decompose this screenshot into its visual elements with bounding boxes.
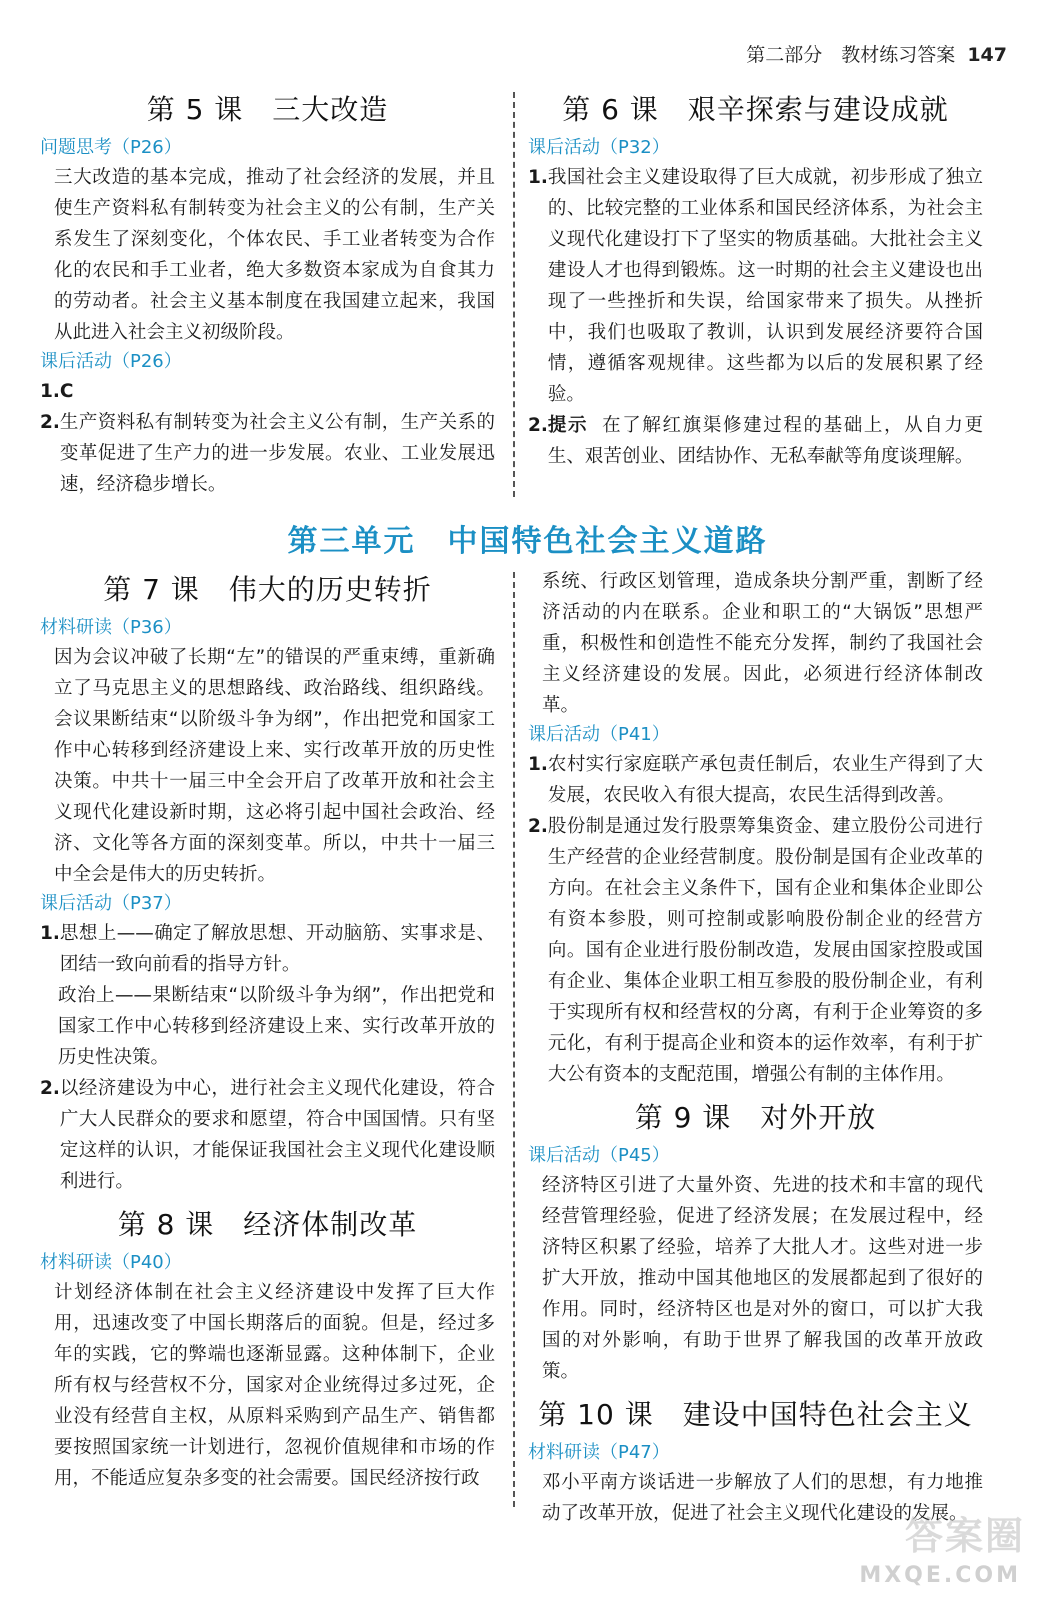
answer-text-continued: 系统、行政区划管理，造成条块分割严重，割断了经济活动的内在联系。企业和职工的“大锅饭”思想严重，积极性和创造性不能充分发挥，制约了我国社会主义经济建设的发展。因此，必须进行经济体制改革。 (542, 571, 983, 716)
answer-item (528, 749, 983, 811)
answer-item (40, 1073, 495, 1197)
answer-item (528, 410, 983, 472)
answer-text: 三大改造的基本完成，推动了社会经济的发展，并且使生产资料私有制转变为社会主义的公有制，生产关系发生了深刻变化，个体农民、手工业者转变为合作化的农民和手工业者，绝大多数资本家成为自食其力的劳动者。社会主义基本制度在我国建立起来，我国从此进入社会主义初级阶段。 (54, 167, 495, 343)
item-number: 1. (528, 754, 548, 775)
hint-label: 提示 (547, 415, 589, 436)
lesson-6-title: 第 6 课 艰辛探索与建设成就 (562, 93, 949, 126)
watermark-url: MXQE.COM (859, 1563, 1021, 1588)
right-column (528, 566, 983, 1529)
answer-item (40, 918, 495, 980)
section-heading: 课后活动（P41） (528, 724, 670, 745)
answer-text: 邓小平南方谈话进一步解放了人们的思想，有力地推动了改革开放，促进了社会主义现代化建设的发展。 (542, 1472, 983, 1524)
lesson-7-title: 第 7 课 伟大的历史转折 (103, 573, 432, 606)
item-text: C (59, 381, 74, 402)
column-divider-top (513, 92, 515, 497)
item-text: 农村实行家庭联产承包责任制后，农业生产得到了大发展，农民收入有很大提高，农民生活得到改善。 (547, 754, 983, 806)
item-number: 2. (40, 412, 60, 433)
answer-subitem: 政治上——果断结束“以阶级斗争为纲”，作出把党和国家工作中心转移到经济建设上来、实行改革开放的历史性决策。 (58, 985, 495, 1068)
answer-item (528, 811, 983, 1090)
item-number: 1. (40, 381, 60, 402)
item-text: 股份制是通过发行股票筹集资金、建立股份公司进行生产经营的企业经营制度。股份制是国有企业改革的方向。在社会主义条件下，国有企业和集体企业即公有资本参股，则可控制或影响股份制企业的经营方向。国有企业进行股份制改造，发展由国家控股或国有企业、集体企业职工相互参股的股份制企业，有利于实现所有权和经营权的分离，有利于企业筹资的多元化，有利于提高企业和资本的运作效率，有利于扩大公有资本的支配范围，增强公有制的主体作用。 (547, 816, 983, 1085)
item-text: 思想上——确定了解放思想、开动脑筋、实事求是、团结一致向前看的指导方针。 (59, 923, 495, 975)
answer-item (40, 407, 495, 500)
item-text: 生产资料私有制转变为社会主义公有制，生产关系的变革促进了生产力的进一步发展。农业、工业发展迅速，经济稳步增长。 (59, 412, 495, 495)
running-header (746, 40, 1007, 67)
lesson-6 (528, 86, 983, 472)
lesson-8-title: 第 8 课 经济体制改革 (117, 1208, 418, 1241)
item-text (548, 410, 983, 472)
answer-text: 经济特区引进了大量外资、先进的技术和丰富的现代经营管理经验，促进了经济发展；在发展过程中，经济特区积累了经验，培养了大批人才。这些对进一步扩大开放，推动中国其他地区的发展都起到了很好的作用。同时，经济特区也是对外的窗口，可以扩大我国的对外影响，有助于世界了解我国的改革开放政策。 (542, 1175, 983, 1382)
answer-item (528, 162, 983, 410)
section-heading: 材料研读（P40） (40, 1252, 182, 1273)
lesson-5 (40, 86, 495, 500)
item-number: 2. (528, 816, 548, 837)
item-text: 我国社会主义建设取得了巨大成就，初步形成了独立的、比较完整的工业体系和国民经济体系，为社会主义现代化建设打下了坚实的物质基础。大批社会主义建设人才也得到锻炼。这一时期的社会主义建设也出现了一些挫折和失误，给国家带来了损失。从挫折中，我们也吸取了教训，认识到发展经济要符合国情，遵循客观规律。这些都为以后的发展积累了经验。 (547, 167, 983, 405)
section-heading: 材料研读（P36） (40, 617, 182, 638)
item-text: 以经济建设为中心，进行社会主义现代化建设，符合广大人民群众的要求和愿望，符合中国国情。只有坚定这样的认识，才能保证我国社会主义现代化建设顺利进行。 (59, 1078, 495, 1192)
item-number: 1. (40, 923, 60, 944)
answer-text: 因为会议冲破了长期“左”的错误的严重束缚，重新确立了马克思主义的思想路线、政治路线、组织路线。会议果断结束“以阶级斗争为纲”，作出把党和国家工作中心转移到经济建设上来、实行改革开放的历史性决策。中共十一届三中全会开启了改革开放和社会主义现代化建设新时期，这必将引起中国社会政治、经济、文化等各方面的深刻变革。所以，中共十一届三中全会是伟大的历史转折。 (54, 647, 495, 885)
column-divider-bottom (513, 572, 515, 1507)
hint-text: 在了解红旗渠修建过程的基础上，从自力更生、艰苦创业、团结协作、无私奉献等角度谈理解。 (547, 415, 983, 467)
part-label: 第二部分 教材练习答案 (746, 44, 956, 66)
section-heading: 课后活动（P26） (40, 351, 182, 372)
lesson-10-title: 第 10 课 建设中国特色社会主义 (538, 1398, 973, 1431)
item-number: 1. (528, 167, 548, 188)
item-number: 2. (528, 415, 548, 436)
lesson-5-title: 第 5 课 三大改造 (146, 93, 389, 126)
answer-text: 计划经济体制在社会主义经济建设中发挥了巨大作用，迅速改变了中国长期落后的面貌。但是，经过多年的实践，它的弊端也逐渐显露。这种体制下，企业所有权与经营权不分，国家对企业统得过多过死，企业没有经营自主权，从原料采购到产品生产、销售都要按照国家统一计划进行，忽视价值规律和市场的作用，不能适应复杂多变的社会需要。国民经济按行政 (54, 1282, 495, 1489)
answer-item (40, 376, 495, 407)
lesson-9-title: 第 9 课 对外开放 (634, 1101, 877, 1134)
left-column (40, 566, 495, 1494)
watermark-logo: 答案圈 (904, 1514, 1025, 1558)
section-heading: 课后活动（P37） (40, 893, 182, 914)
section-heading: 问题思考（P26） (40, 137, 182, 158)
section-heading: 材料研读（P47） (528, 1442, 670, 1463)
section-heading: 课后活动（P32） (528, 137, 670, 158)
item-number: 2. (40, 1078, 60, 1099)
unit-title: 第三单元 中国特色社会主义道路 (287, 524, 768, 559)
section-heading: 课后活动（P45） (528, 1145, 670, 1166)
page-number: 147 (967, 44, 1007, 66)
